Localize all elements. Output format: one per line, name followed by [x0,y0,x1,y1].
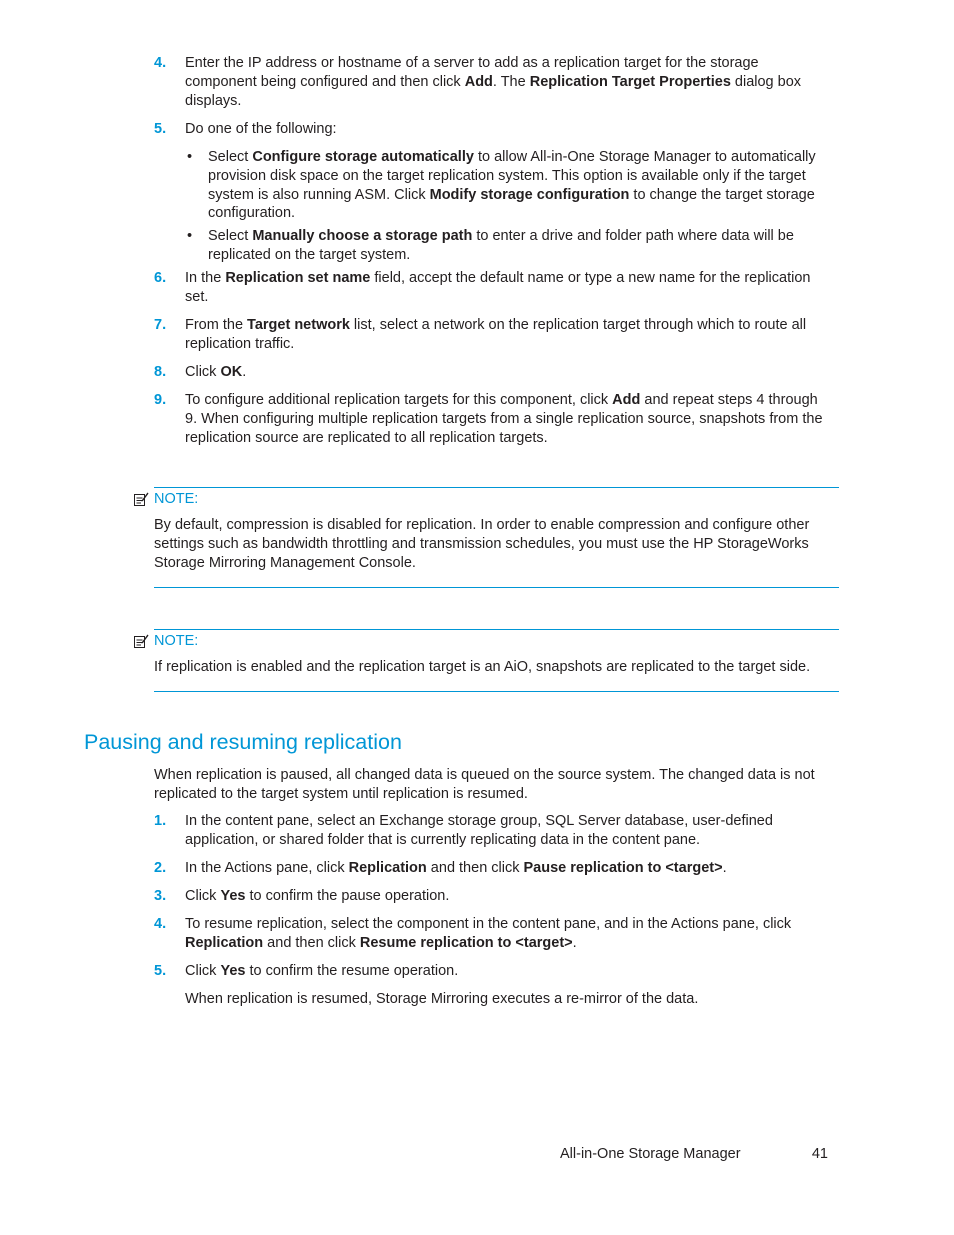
ui-term: Resume replication to <target> [359,934,573,951]
step-text: Click OK. [185,364,247,380]
step-5 [154,120,844,139]
ui-term: Add [612,392,641,408]
note-icon [133,633,149,649]
bullet-text: Select Manually choose a storage path to enter a drive and folder path where data will be replicated on the target system. [208,228,794,263]
note-text: If replication is enabled and the replication target is an AiO, snapshots are replicated to the target side. [154,659,811,675]
note-top-rule [154,487,839,488]
step-number: 5. [154,963,167,979]
ui-term: Yes [220,888,246,904]
note-heading [133,490,198,509]
step-4 [154,54,844,110]
step-text: To resume replication, select the component in the content pane, and in the Actions pane, click Replication and then click Resume replication to <target>. [185,916,792,951]
bullet-text: Select Configure storage automatically to allow All-in-One Storage Manager to automatically provision disk space on the target replication system. This option is available only if the target system is also running ASM. Click Modify storage configuration to change the target storage configuration. [208,149,816,222]
section-closing: When replication is resumed, Storage Mirroring executes a re-mirror of the data. [185,991,699,1007]
step-text: In the Replication set name field, accept the default name or type a new name for the replication set. [185,270,811,305]
step-number: 2. [154,860,167,876]
step-number: 4. [154,916,167,932]
section-heading: Pausing and resuming replication [84,730,402,754]
pause-step-5 [154,962,844,981]
footer-title: All-in-One Storage Manager [560,1146,741,1162]
step-text: From the Target network list, select a network on the replication target through which to route all replication traffic. [185,317,807,352]
step-number: 6. [154,270,167,286]
ui-term: OK [220,364,243,380]
ui-term: Target network [247,317,350,333]
step-number: 5. [154,121,167,137]
step-text: Click Yes to confirm the pause operation. [185,888,450,904]
step-number: 8. [154,364,167,380]
note-heading [133,632,198,651]
step-9 [154,391,844,447]
step-text: In the Actions pane, click Replication and then click Pause replication to <target>. [185,860,727,876]
step-number: 4. [154,55,167,71]
step-6 [154,269,844,307]
note-bottom-rule [154,691,839,692]
note-icon [133,491,149,507]
bullet-configure-automatically [185,148,845,223]
ui-term: Replication [185,934,264,951]
pause-step-1 [154,812,844,850]
page-number: 41 [811,1146,828,1162]
step-text: Click Yes to confirm the resume operation. [185,963,459,979]
bullet-manual-path [185,227,845,265]
step-text: To configure additional replication targets for this component, click Add and repeat steps 4 through 9. When configuring multiple replication targets from a single replication source, snapshots from the replication source are replicated to all replication targets. [185,392,823,446]
step-text: In the content pane, select an Exchange storage group, SQL Server database, user-defined application, or shared folder that is currently replicating data in the content pane. [185,813,773,848]
ui-term: Add [464,73,493,90]
pause-step-2 [154,859,844,878]
step-number: 7. [154,317,167,333]
step-number: 9. [154,392,167,408]
bullet-marker: • [187,149,193,165]
ui-term: Configure storage automatically [252,149,474,165]
ui-term: Pause replication to <target> [523,860,723,876]
pause-step-3 [154,887,844,906]
note-top-rule [154,629,839,630]
ui-term: Replication set name [225,270,371,286]
pause-step-4 [154,915,844,953]
bullet-marker: • [187,228,193,244]
note-bottom-rule [154,587,839,588]
page-footer [560,1145,828,1164]
ui-term: Replication Target Properties [529,73,731,90]
step-number: 1. [154,813,167,829]
note-text: By default, compression is disabled for replication. In order to enable compression and configure other settings such as bandwidth throttling and transmission schedules, you must use the HP StorageWorks Storage Mirroring Management Console. [154,517,810,571]
step-number: 3. [154,888,167,904]
note-label: NOTE: [154,633,199,649]
ui-term: Modify storage configuration [429,186,630,203]
ui-term: Manually choose a storage path [252,228,473,244]
note-label: NOTE: [154,491,199,507]
ui-term: Yes [220,963,246,979]
step-8 [154,363,844,382]
step-text: Enter the IP address or hostname of a server to add as a replication target for the storage component being configured and then click Add. The Replication Target Properties dialog box displays. [185,55,802,109]
ui-term: Replication [348,860,427,876]
step-7 [154,316,844,354]
section-intro: When replication is paused, all changed data is queued on the source system. The changed data is not replicated to the target system until replication is resumed. [154,767,815,802]
step-text: Do one of the following: [185,121,337,137]
